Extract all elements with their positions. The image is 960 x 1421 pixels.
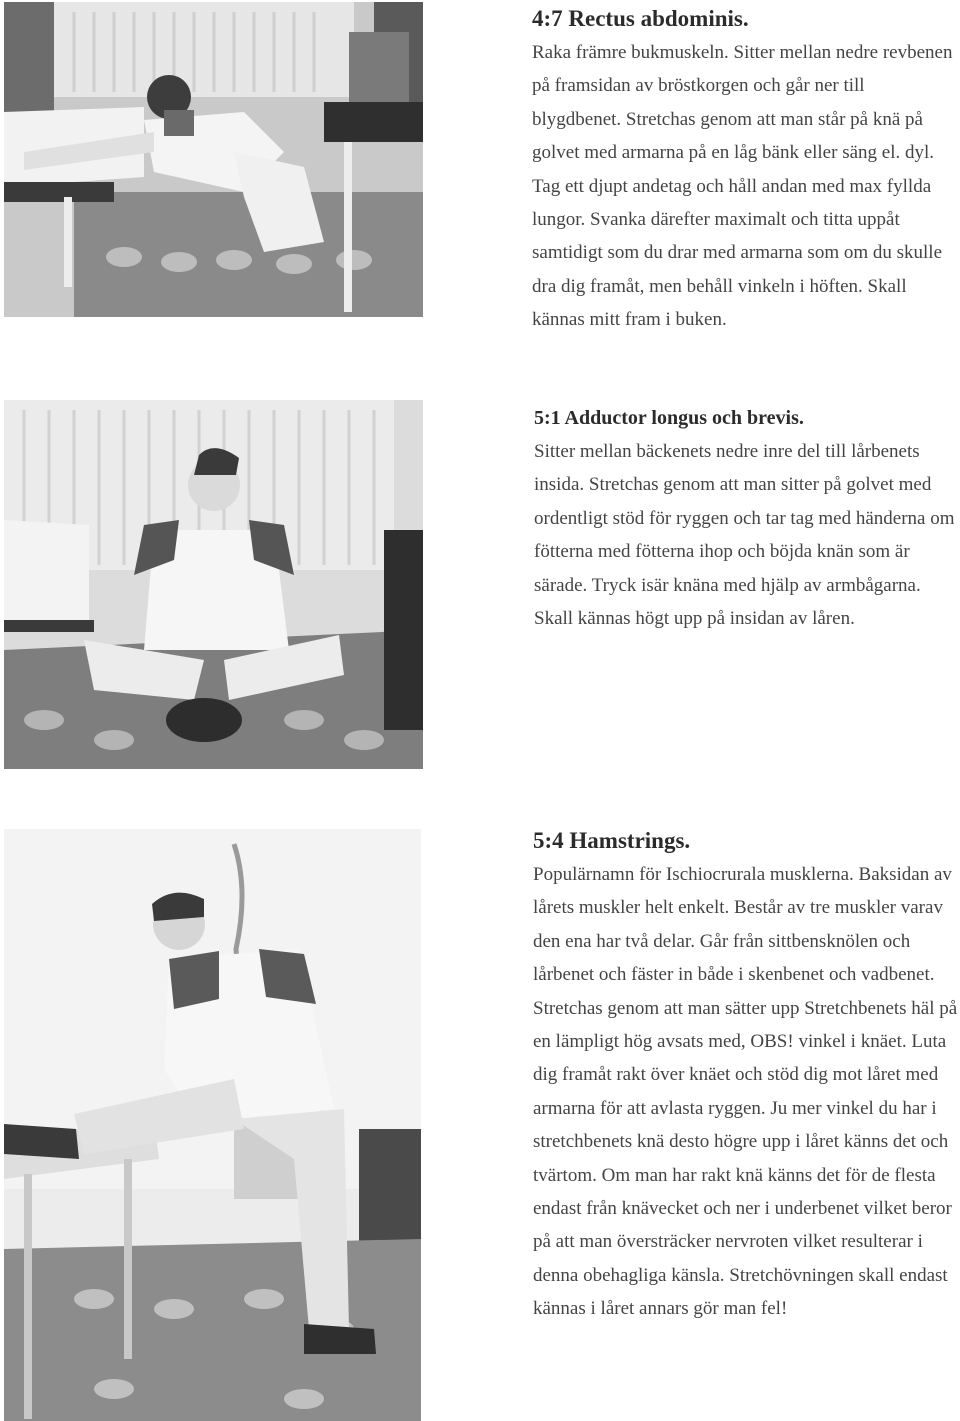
rectus-abdominis-stretch-photo — [4, 2, 423, 317]
section-body: Sitter mellan bäckenets nedre inre del till lårbenets insida. Stretchas genom att man sitter på golvet med ordentligt stöd för ryggen och tar tag med händerna om fötterna med fötterna ihop och böjda knän som är särade. Tryck isär knäna med hjälp av armbågarna. Skall kännas högt upp på insidan av låren. — [534, 441, 955, 630]
section-body: Raka främre bukmuskeln. Sitter mellan nedre revbenen på framsidan av bröstkorgen och går ner till blygdbenet. Stretchas genom att man står på knä på golvet med armarna på en låg bänk eller säng el. dyl. Tag ett djupt andetag och håll andan med max fyllda lungor. Svanka därefter maximalt och titta uppåt samtidigt som du drar med armarna som om du skulle dra dig framåt, men behåll vinkeln i höften. Skall kännas mitt fram i buken. — [532, 42, 953, 331]
section-heading: 5:4 Hamstrings. — [533, 828, 691, 853]
section-adductor — [534, 401, 959, 635]
section-heading: 4:7 Rectus abdominis. — [532, 6, 749, 31]
hamstrings-stretch-photo — [4, 829, 421, 1421]
section-heading: 5:1 Adductor longus och brevis. — [534, 407, 804, 429]
section-hamstrings — [533, 824, 958, 1326]
section-body: Populärnamn för Ischiocrurala musklerna. Baksidan av lårets muskler helt enkelt. Består av tre muskler varav den ena har två delar. Går från sittbensknölen och lårbenet och fäster in både i skenbenet och vadbenet. Stretchas genom att man sätter upp Stretchbenets häl på en lämpligt hög avsats med, OBS! vinkel i knäet. Luta dig framåt rakt över knäet och stöd dig mot låret med armarna för att avlasta ryggen. Ju mer vinkel du har i stretchbenets knä desto högre upp i låret känns det och tvärtom. Om man har rakt knä känns det för de flesta endast från knävecket och ner i underbenet vilket beror på att man översträcker nervroten vilket resulterar i denna obehagliga känsla. Stretchövningen skall endast kännas i låret annars gör man fel! — [533, 864, 958, 1320]
section-rectus-abdominis — [532, 2, 957, 337]
adductor-stretch-photo — [4, 400, 423, 769]
